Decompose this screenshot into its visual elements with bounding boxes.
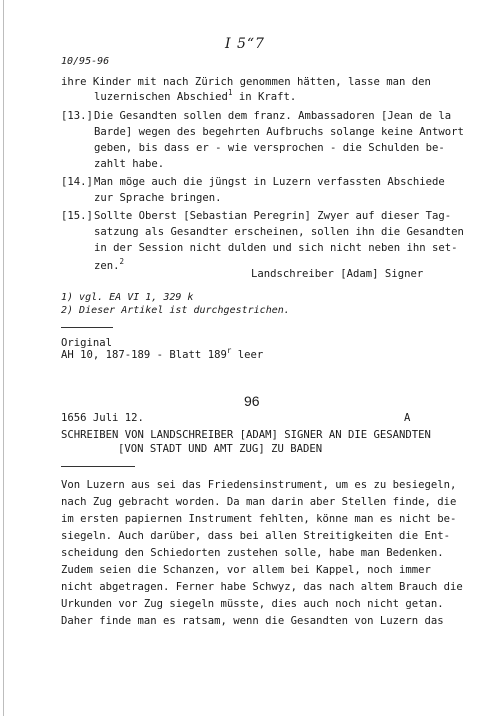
- continuation-line-1: ihre Kinder mit nach Zürich genommen hätten, lasse man den: [61, 76, 431, 88]
- body-line: Zudem seien die Schanzen, vor allem bei Kappel, noch immer: [61, 564, 431, 576]
- body-line: Urkunden vor Zug siegeln müsste, dies auch noch nicht getan.: [61, 598, 444, 610]
- item-13-line: Die Gesandten sollen dem franz. Ambassadoren [Jean de la: [94, 110, 452, 122]
- item-15-number: [15.]: [61, 210, 93, 222]
- document-title-line-1: SCHREIBEN VON LANDSCHREIBER [ADAM] SIGNER AN DIE GESANDTEN: [61, 429, 431, 441]
- body-line: Von Luzern aus sei das Friedensinstrument, um es zu besiegeln,: [61, 479, 457, 491]
- document-letter: A: [404, 412, 411, 424]
- footnote-1: 1) vgl. EA VI 1, 329 k: [61, 292, 194, 303]
- footnote-ref-2: 2: [119, 257, 125, 266]
- item-13-line: geben, bis dass er - wie versprochen - die Schulden be-: [94, 142, 445, 154]
- item-13-line: zahlt habe.: [94, 158, 165, 170]
- separator-rule: [61, 327, 113, 328]
- handwritten-folio-mark: I 5“7: [225, 36, 265, 52]
- footnote-ref-1: 1: [227, 88, 233, 97]
- item-15-line-last: zen.$^2$: [94, 257, 125, 272]
- item-14-line: zur Sprache bringen.: [94, 192, 222, 204]
- signature: Landschreiber [Adam] Signer: [251, 268, 424, 280]
- item-15-line: Sollte Oberst [Sebastian Peregrin] Zwyer auf dieser Tag-: [94, 210, 452, 222]
- item-14-line: Man möge auch die jüngst in Luzern verfassten Abschiede: [94, 176, 445, 188]
- item-15-line: satzung als Gesandter erscheinen, sollen ihn die Gesandten: [94, 226, 464, 238]
- scan-edge-line: [3, 0, 4, 716]
- body-line: im ersten papiernen Instrument fehlten, könne man es nicht be-: [61, 513, 457, 525]
- document-date: 1656 Juli 12.: [61, 412, 144, 424]
- footnote-2: 2) Dieser Artikel ist durchgestrichen.: [61, 305, 290, 316]
- item-13-number: [13.]: [61, 110, 93, 122]
- body-line: nicht abgetragen. Ferner habe Schwyz, das nach altem Brauch die: [61, 581, 463, 593]
- continuation-line-2: luzernischen Abschied$^1$ in Kraft.: [94, 88, 297, 103]
- body-line: nach Zug gebracht worden. Da man darin aber Stellen finde, die: [61, 496, 457, 508]
- item-15-line: in der Session nicht dulden und sich nicht neben ihn set-: [94, 242, 458, 254]
- body-line: siegeln. Auch darüber, dass bei allen Streitigkeiten die Ent-: [61, 530, 451, 542]
- document-title-line-2: [VON STADT UND AMT ZUG] ZU BADEN: [118, 443, 323, 455]
- title-rule: [61, 466, 135, 467]
- source-reference: AH 10, 187-189 - Blatt 189$^r$ leer: [61, 346, 264, 361]
- reference-code: 10/95-96: [61, 56, 110, 67]
- item-14-number: [14.]: [61, 176, 93, 188]
- item-13-line: Barde] wegen des begehrten Aufbruchs solange keine Antwort: [94, 126, 464, 138]
- document-number: 96: [244, 393, 260, 409]
- body-line: scheidung den Schiedorten zustehen solle, habe man Bedenken.: [61, 547, 444, 559]
- body-line: Daher finde man es ratsam, wenn die Gesandten von Luzern das: [61, 615, 444, 627]
- source-label: Original: [61, 337, 113, 349]
